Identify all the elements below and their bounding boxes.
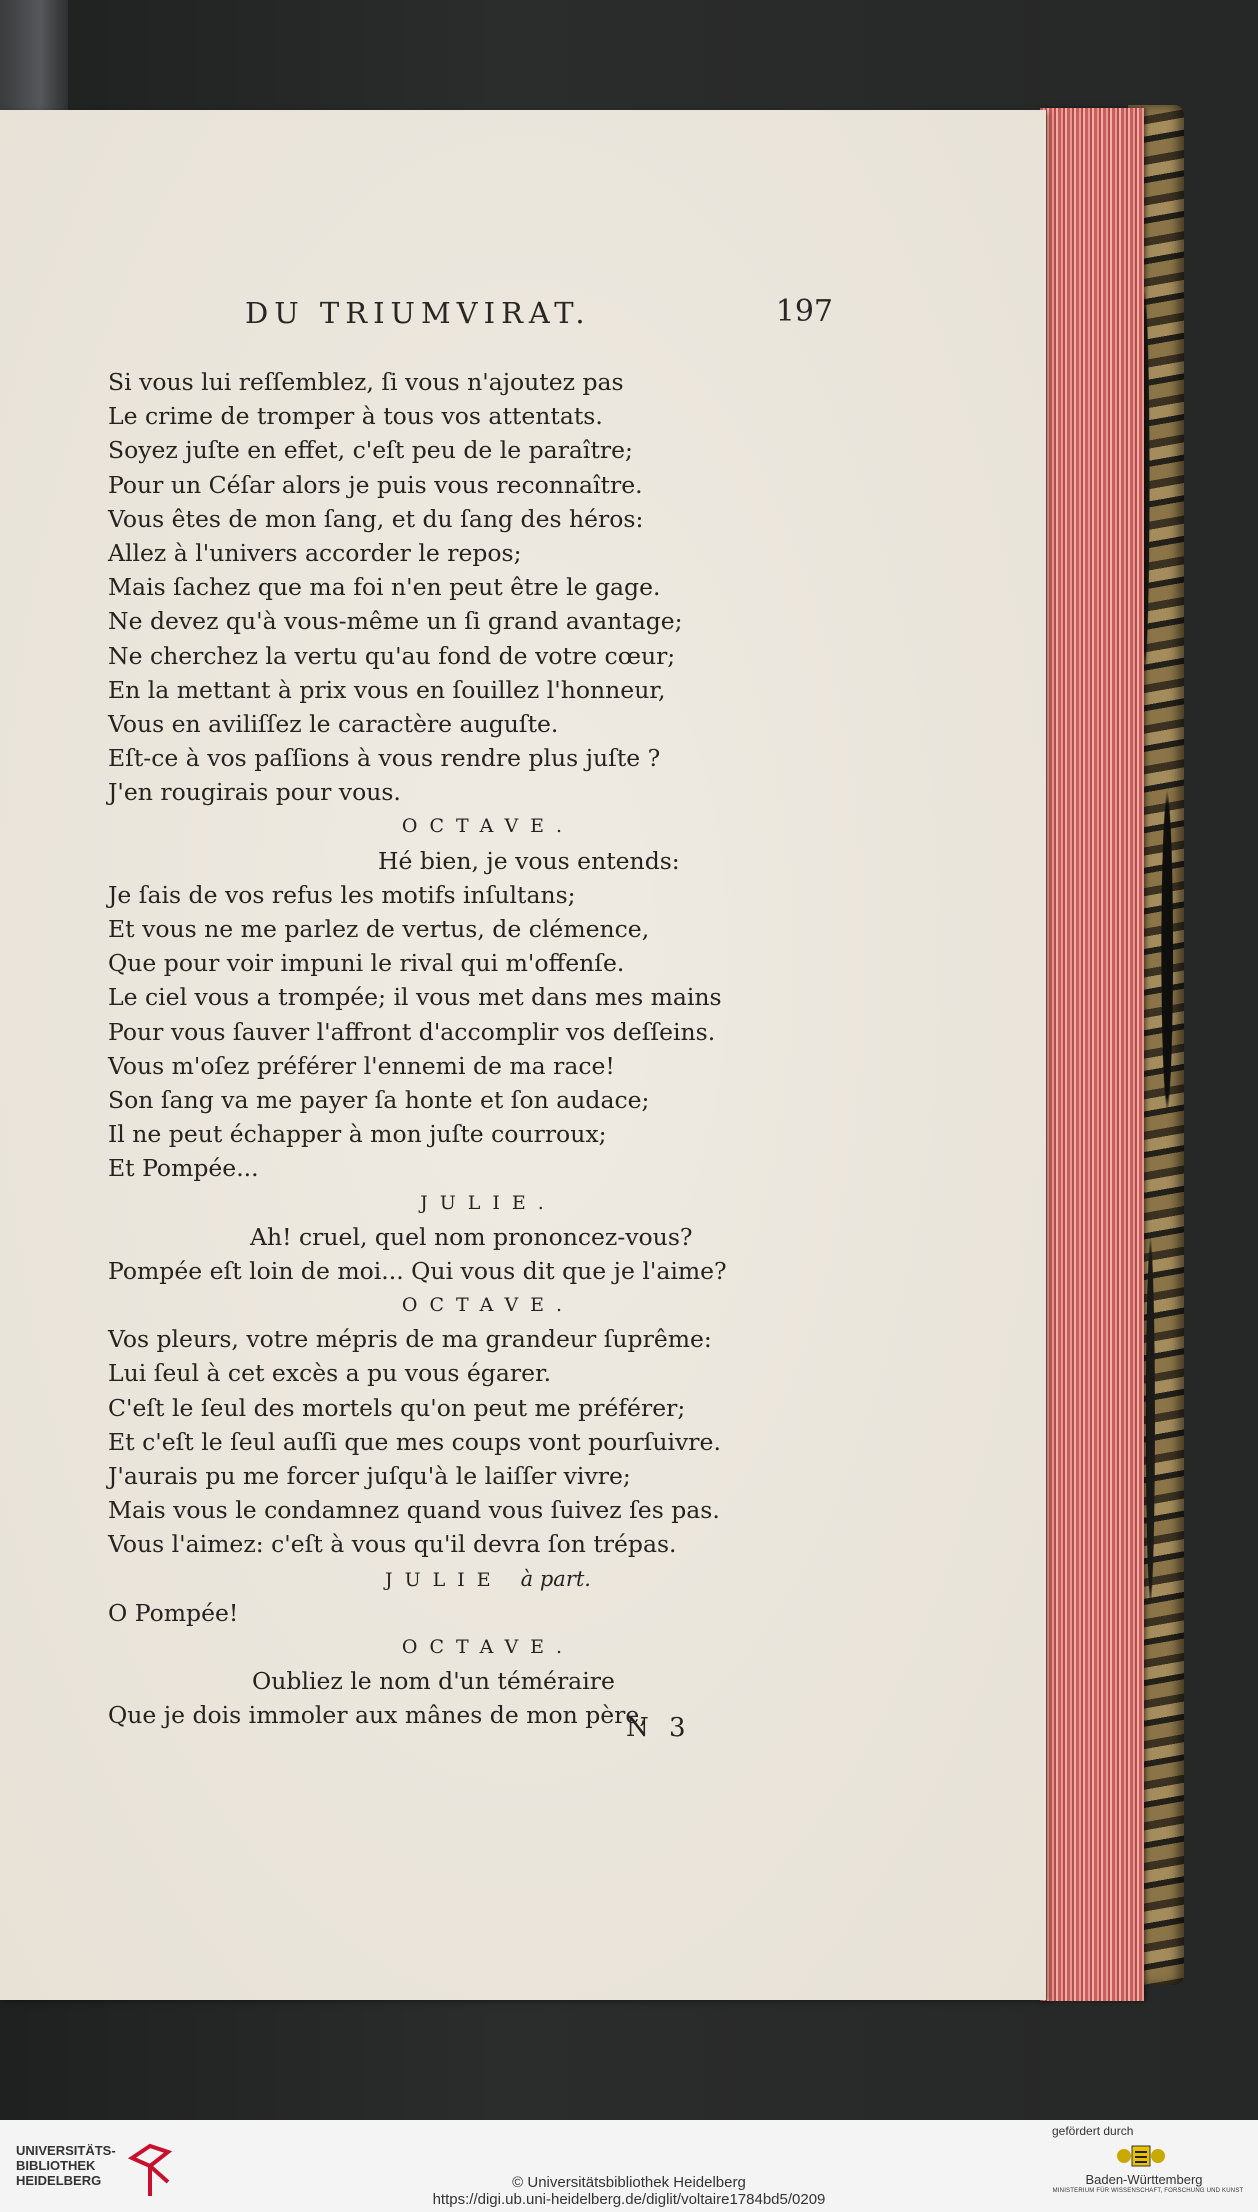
verse-line: Si vous lui reſſemblez, ſi vous n'ajoutez pas xyxy=(108,368,624,396)
running-head xyxy=(245,296,845,340)
verse-line: En la mettant à prix vous en ſouillez l'honneur, xyxy=(108,675,666,704)
speaker-name: OCTAVE. xyxy=(401,1294,575,1317)
verse-line: Que je dois immoler aux mânes de mon père, xyxy=(108,1701,647,1730)
signature-mark: N 3 xyxy=(626,1713,692,1743)
verse-line: Pour vous ſauver l'affront d'accomplir vos deſſeins. xyxy=(108,1017,716,1046)
verse-line: J'en rougirais pour vous. xyxy=(108,778,401,807)
verse-line: Oubliez le nom d'un téméraire xyxy=(252,1667,615,1696)
verse-line: Soyez juſte en effet, c'eſt peu de le paraître; xyxy=(108,436,633,465)
verse-line: Pour un Céſar alors je puis vous reconnaître. xyxy=(108,470,643,499)
red-page-edges xyxy=(1040,108,1144,2001)
verse-line: Il ne peut échapper à mon juſte courroux; xyxy=(108,1120,607,1149)
speaker-with-aside xyxy=(108,1562,828,1596)
verse-line: Vous m'oſez préférer l'ennemi de ma race! xyxy=(108,1051,615,1080)
speaker-name: OCTAVE. xyxy=(401,815,575,838)
verse-line: Allez à l'univers accorder le repos; xyxy=(108,538,522,567)
verse-line: Je ſais de vos refus les motifs inſultans; xyxy=(108,880,576,909)
verse-line: Que pour voir impuni le rival qui m'offenſe. xyxy=(108,949,625,978)
verse-line: Et Pompée... xyxy=(108,1154,259,1183)
funder-subtitle: MINISTERIUM FÜR WISSENSCHAFT, FORSCHUNG UND KUNST xyxy=(1052,2188,1244,2194)
verse-text xyxy=(108,365,828,1733)
funder-name: Baden-Württemberg xyxy=(1085,2172,1203,2187)
verse-line: Ah! cruel, quel nom prononcez-vous? xyxy=(250,1222,693,1251)
library-logo-icon xyxy=(128,2138,174,2198)
library-name: UNIVERSITÄTS- BIBLIOTHEK HEIDELBERG xyxy=(16,2143,116,2188)
verse-line: Son ſang va me payer ſa honte et ſon audace; xyxy=(108,1085,650,1114)
verse-line: Le ciel vous a trompée; il vous met dans mes mains xyxy=(108,983,722,1012)
verse-line: Mais ſachez que ma foi n'en peut être le gage. xyxy=(108,573,661,602)
funded-by-label: gefördert durch xyxy=(1052,2124,1134,2138)
verse-line: Hé bien, je vous entends: xyxy=(378,846,680,875)
stage-direction: à part. xyxy=(520,1566,591,1591)
page-number: 197 xyxy=(775,294,833,329)
verse-line: Le crime de tromper à tous vos attentats. xyxy=(108,402,603,431)
verse-line: Vos pleurs, votre mépris de ma grandeur ſuprême: xyxy=(108,1325,712,1354)
funder-block xyxy=(1048,2124,1248,2194)
verse-line: C'eſt le ſeul des mortels qu'on peut me préférer; xyxy=(108,1393,686,1422)
running-title: DU TRIUMVIRAT. xyxy=(245,296,591,330)
speaker-name: OCTAVE. xyxy=(401,1635,575,1658)
book-spine xyxy=(0,0,68,110)
verse-line: Eſt-ce à vos paſſions à vous rendre plus juſte ? xyxy=(108,744,661,773)
verse-line: Vous êtes de mon ſang, et du ſang des héros: xyxy=(108,504,644,533)
verse-line: Et vous ne me parlez de vertus, de clémence, xyxy=(108,915,650,943)
verse-line: Mais vous le condamnez quand vous ſuivez ſes pas. xyxy=(108,1496,720,1525)
copyright-block xyxy=(360,2174,898,2208)
verse-line: Et c'eſt le ſeul auſſi que mes coups vont pourſuivre. xyxy=(108,1427,721,1456)
verse-line: J'aurais pu me forcer juſqu'à le laiſſer vivre; xyxy=(108,1462,631,1490)
verse-line: Ne cherchez la vertu qu'au fond de votre cœur; xyxy=(108,641,676,670)
verse-line: Ne devez qu'à vous-même un ſi grand avantage; xyxy=(108,607,683,636)
coat-of-arms-icon xyxy=(1114,2140,1168,2170)
permalink[interactable]: https://digi.ub.uni-heidelberg.de/diglit/voltaire1784bd5/0209 xyxy=(432,2191,826,2208)
verse-line: O Pompée! xyxy=(108,1598,239,1627)
copyright-text: © Universitätsbibliothek Heidelberg xyxy=(512,2174,746,2191)
verse-line: Pompée eſt loin de moi... Qui vous dit que je l'aime? xyxy=(108,1256,727,1285)
verse-line: Lui ſeul à cet excès a pu vous égarer. xyxy=(108,1359,552,1388)
verse-line: Vous l'aimez: c'eſt à vous qu'il devra ſon trépas. xyxy=(108,1530,677,1559)
speaker-name: JULIE xyxy=(385,1568,503,1591)
speaker-name: JULIE. xyxy=(420,1191,556,1214)
verse-line: Vous en aviliſſez le caractère auguſte. xyxy=(108,709,559,738)
